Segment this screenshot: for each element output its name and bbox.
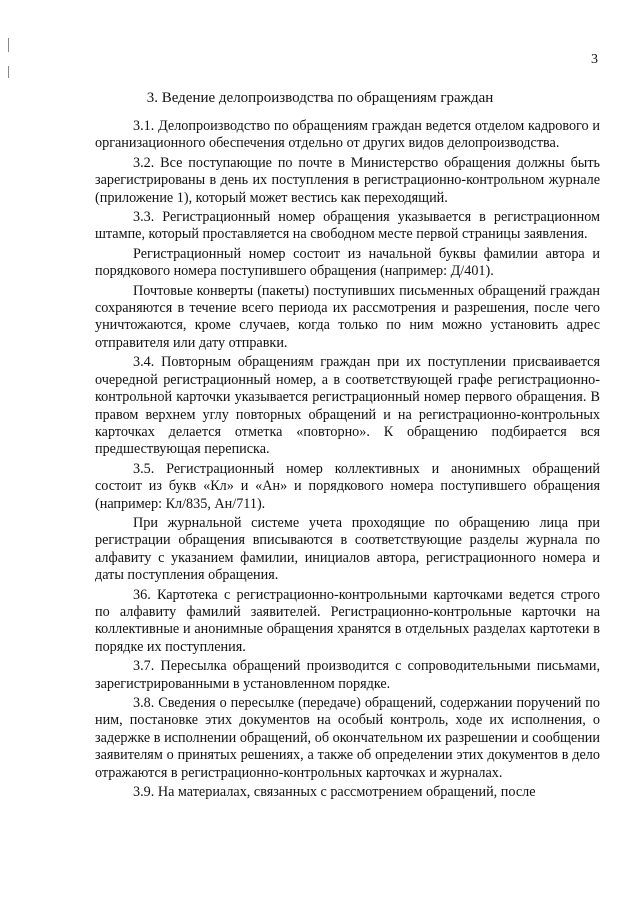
paragraph-3-2: 3.2. Все поступающие по почте в Министерство обращения должны быть зарегистрированы в день их поступления в регистрационно-контрольном журнале (приложение 1), который может вестись как переходящий. [95,154,600,206]
paragraph-3-7: 3.7. Пересылка обращений производится с сопроводительными письмами, зарегистрированными в установленном порядке. [95,658,600,692]
margin-mark-bottom [8,66,9,78]
paragraph-3-5: 3.5. Регистрационный номер коллективных и анонимных обращений состоит из букв «Кл» и «Ан» и порядкового номера поступившего обращения (например: Кл/835, Ан/711). [95,460,600,512]
paragraph-3-1: 3.1. Делопроизводство по обращениям граждан ведется отделом кадрового и организационного обеспечения отдельно от других видов делопроизводства. [95,118,600,152]
paragraph-envelopes: Почтовые конверты (пакеты) поступивших письменных обращений граждан сохраняются в течение всего периода их рассмотрения и разрешения, после чего уничтожаются, кроме случаев, когда только по ним можно установить адрес отправителя или дату отправки. [95,282,600,351]
paragraph-3-9: 3.9. На материалах, связанных с рассмотрением обращений, после [133,784,536,801]
page-number: 3 [591,52,598,67]
section-heading: 3. Ведение делопроизводства по обращениям граждан [146,90,494,106]
paragraph-3-8: 3.8. Сведения о пересылке (передаче) обращений, содержании поручений по ним, постановке этих документов на особый контроль, ходе их исполнения, о задержке в исполнении обращений, об окончательном их разрешении и сообщении заявителям о принятых решениях, а также об определении этих документов в дело отражаются в регистрационно-контрольных карточках и журналах. [95,695,600,781]
document-body [95,118,600,803]
paragraph-registration-number: Регистрационный номер состоит из начальной буквы фамилии автора и порядкового номера поступившего обращения (например: Д/401). [95,245,600,280]
paragraph-3-4: 3.4. Повторным обращениям граждан при их поступлении присваивается очередной регистрационный номер, а в соответствующей графе регистрационно-контрольной карточки указывается регистрационный номер первого обращения. В правом верхнем углу повторных обращений и на регистрационно-контрольных карточках делается отметка «повторно». К обращению подбирается вся предшествующая переписка. [95,354,600,458]
paragraph-journal-system: При журнальной системе учета проходящие по обращению лица при регистрации обращения вписываются в соответствующие разделы журнала по алфавиту с указанием фамилии, инициалов автора, регистрационного номера и даты поступления обращения. [95,514,600,584]
paragraph-3-6: 36. Картотека с регистрационно-контрольными карточками ведется строго по алфавиту фамилий заявителей. Регистрационно-контрольные карточки на коллективные и анонимные обращения хранятся в отдельных разделах картотеки в порядке их поступления. [95,586,600,655]
paragraph-3-3: 3.3. Регистрационный номер обращения указывается в регистрационном штампе, который проставляется на свободном месте первой страницы заявления. [95,209,600,243]
margin-mark-top [8,38,9,52]
